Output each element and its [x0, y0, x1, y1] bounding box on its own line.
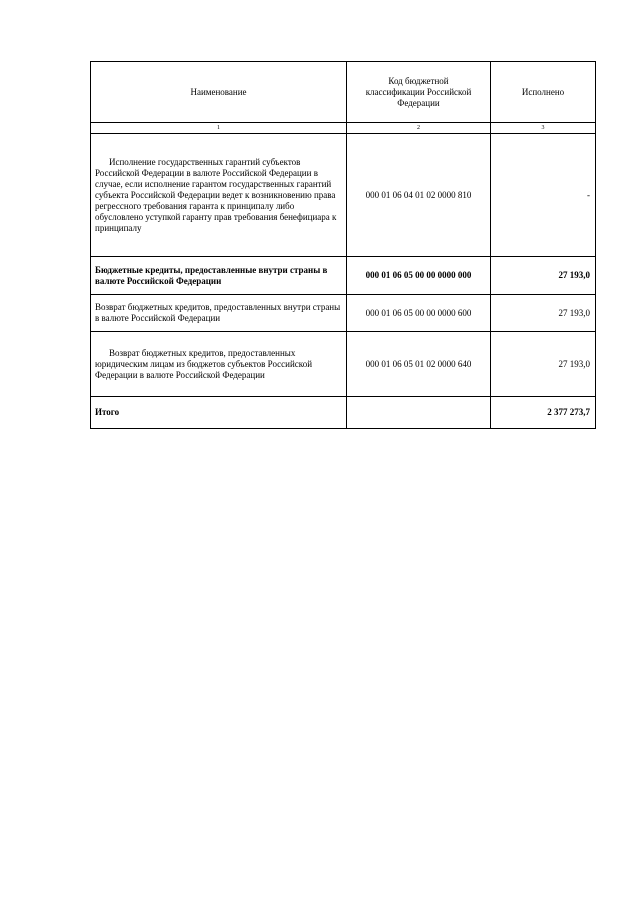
- column-number-1: 1: [91, 123, 347, 134]
- row-code: 000 01 06 04 01 02 0000 810: [347, 134, 491, 257]
- row-amount: 27 193,0: [491, 332, 596, 397]
- budget-table: [90, 61, 596, 429]
- row-name: Возврат бюджетных кредитов, предоставленных внутри страны в валюте Российской Федерации: [91, 295, 347, 332]
- row-code: 000 01 06 05 01 02 0000 640: [347, 332, 491, 397]
- row-name: Исполнение государственных гарантий субъектов Российской Федерации в валюте Российской Федерации в случае, если исполнение гарантом государственных гарантий субъекта Российской Федерации ведет к возникновению права регрессного требования гаранта к принципалу либо обусловлено уступкой гаранту прав требования бенефициара к принципалу: [91, 134, 347, 257]
- total-amount: 2 377 273,7: [491, 397, 596, 429]
- row-name: Бюджетные кредиты, предоставленные внутри страны в валюте Российской Федерации: [91, 257, 347, 295]
- row-name: Возврат бюджетных кредитов, предоставленных юридическим лицам из бюджетов субъектов Российской Федерации в валюте Российской Федерации: [91, 332, 347, 397]
- total-code: [347, 397, 491, 429]
- column-number-3: 3: [491, 123, 596, 134]
- table-row: [91, 332, 596, 397]
- header-name: Наименование: [91, 62, 347, 123]
- total-row: [91, 397, 596, 429]
- row-code: 000 01 06 05 00 00 0000 000: [347, 257, 491, 295]
- table-row: [91, 295, 596, 332]
- table-row: [91, 257, 596, 295]
- header-executed: Исполнено: [491, 62, 596, 123]
- table-row: [91, 134, 596, 257]
- row-code: 000 01 06 05 00 00 0000 600: [347, 295, 491, 332]
- header-code: Код бюджетной классификации Российской Федерации: [347, 62, 491, 123]
- row-amount: 27 193,0: [491, 295, 596, 332]
- table-header-row: [91, 62, 596, 123]
- total-label: Итого: [91, 397, 347, 429]
- row-amount: -: [491, 134, 596, 257]
- column-number-2: 2: [347, 123, 491, 134]
- column-numbers-row: [91, 123, 596, 134]
- row-amount: 27 193,0: [491, 257, 596, 295]
